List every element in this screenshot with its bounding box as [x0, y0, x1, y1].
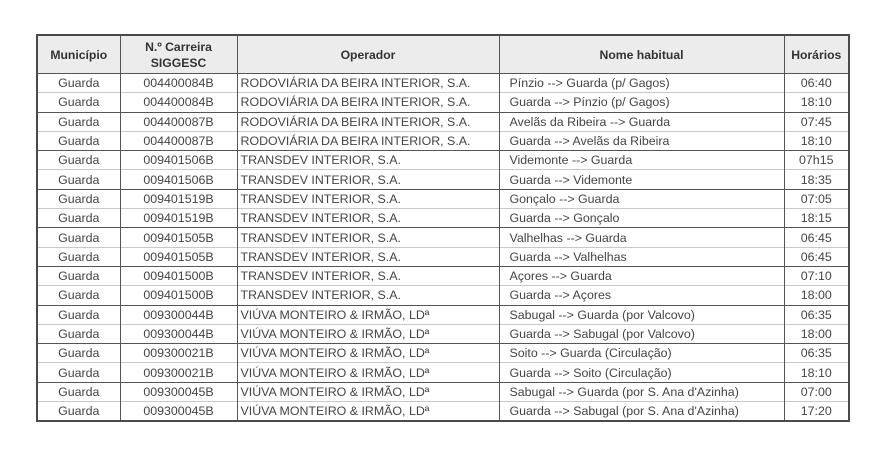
- cell-municipio: Guarda: [37, 189, 120, 208]
- cell-nome-habitual: Videmonte --> Guarda: [499, 151, 784, 170]
- cell-nome-habitual: Guarda --> Pínzio (p/ Gagos): [499, 93, 784, 112]
- cell-operador: RODOVIÁRIA DA BEIRA INTERIOR, S.A.: [237, 112, 499, 131]
- cell-horario: 17:20: [784, 402, 849, 422]
- cell-carreira: 009401506B: [120, 151, 237, 170]
- cell-carreira: 004400084B: [120, 93, 237, 112]
- cell-municipio: Guarda: [37, 324, 120, 343]
- cell-horario: 18:35: [784, 170, 849, 189]
- cell-operador: VIÚVA MONTEIRO & IRMÃO, LDª: [237, 305, 499, 324]
- header-carreira-line2: SIGGESC: [150, 55, 207, 70]
- cell-nome-habitual: Guarda --> Videmonte: [499, 170, 784, 189]
- cell-carreira: 004400084B: [120, 74, 237, 93]
- cell-nome-habitual: Açores --> Guarda: [499, 266, 784, 285]
- cell-nome-habitual: Guarda --> Valhelhas: [499, 247, 784, 266]
- cell-horario: 06:45: [784, 228, 849, 247]
- header-carreira: [120, 35, 237, 74]
- cell-operador: VIÚVA MONTEIRO & IRMÃO, LDª: [237, 382, 499, 401]
- cell-municipio: Guarda: [37, 228, 120, 247]
- table-row: [37, 228, 849, 247]
- header-row: [37, 35, 849, 74]
- cell-carreira: 009401506B: [120, 170, 237, 189]
- cell-carreira: 009401505B: [120, 228, 237, 247]
- cell-municipio: Guarda: [37, 305, 120, 324]
- cell-municipio: Guarda: [37, 402, 120, 422]
- cell-municipio: Guarda: [37, 247, 120, 266]
- cell-horario: 06:35: [784, 344, 849, 363]
- table-row: [37, 151, 849, 170]
- table-row: [37, 209, 849, 228]
- cell-operador: TRANSDEV INTERIOR, S.A.: [237, 286, 499, 305]
- table-row: [37, 363, 849, 382]
- cell-carreira: 009300045B: [120, 402, 237, 422]
- header-municipio: Município: [37, 35, 120, 74]
- cell-nome-habitual: Guarda --> Açores: [499, 286, 784, 305]
- cell-horario: 18:00: [784, 286, 849, 305]
- cell-horario: 07h15: [784, 151, 849, 170]
- table-row: [37, 112, 849, 131]
- cell-operador: VIÚVA MONTEIRO & IRMÃO, LDª: [237, 363, 499, 382]
- cell-municipio: Guarda: [37, 151, 120, 170]
- cell-municipio: Guarda: [37, 93, 120, 112]
- table-row: [37, 382, 849, 401]
- cell-horario: 06:40: [784, 74, 849, 93]
- cell-operador: RODOVIÁRIA DA BEIRA INTERIOR, S.A.: [237, 93, 499, 112]
- bus-schedule-table: [36, 34, 850, 422]
- cell-carreira: 004400087B: [120, 131, 237, 150]
- schedule-document: [36, 34, 850, 422]
- table-row: [37, 324, 849, 343]
- cell-operador: RODOVIÁRIA DA BEIRA INTERIOR, S.A.: [237, 74, 499, 93]
- cell-carreira: 009401519B: [120, 189, 237, 208]
- cell-horario: 18:00: [784, 324, 849, 343]
- table-row: [37, 402, 849, 422]
- cell-carreira: 009401505B: [120, 247, 237, 266]
- cell-nome-habitual: Guarda --> Sabugal (por Valcovo): [499, 324, 784, 343]
- cell-carreira: 009401519B: [120, 209, 237, 228]
- cell-nome-habitual: Avelãs da Ribeira --> Guarda: [499, 112, 784, 131]
- cell-carreira: 009300021B: [120, 344, 237, 363]
- cell-municipio: Guarda: [37, 266, 120, 285]
- cell-operador: RODOVIÁRIA DA BEIRA INTERIOR, S.A.: [237, 131, 499, 150]
- cell-municipio: Guarda: [37, 131, 120, 150]
- cell-operador: VIÚVA MONTEIRO & IRMÃO, LDª: [237, 344, 499, 363]
- cell-municipio: Guarda: [37, 382, 120, 401]
- cell-horario: 07:05: [784, 189, 849, 208]
- table-row: [37, 189, 849, 208]
- cell-carreira: 004400087B: [120, 112, 237, 131]
- cell-carreira: 009300044B: [120, 324, 237, 343]
- cell-nome-habitual: Gonçalo --> Guarda: [499, 189, 784, 208]
- cell-horario: 06:35: [784, 305, 849, 324]
- cell-nome-habitual: Guarda --> Avelãs da Ribeira: [499, 131, 784, 150]
- cell-municipio: Guarda: [37, 209, 120, 228]
- cell-operador: VIÚVA MONTEIRO & IRMÃO, LDª: [237, 402, 499, 422]
- cell-nome-habitual: Valhelhas --> Guarda: [499, 228, 784, 247]
- cell-horario: 07:00: [784, 382, 849, 401]
- table-row: [37, 131, 849, 150]
- cell-horario: 18:10: [784, 93, 849, 112]
- cell-operador: TRANSDEV INTERIOR, S.A.: [237, 151, 499, 170]
- cell-municipio: Guarda: [37, 344, 120, 363]
- cell-horario: 18:10: [784, 363, 849, 382]
- table-row: [37, 266, 849, 285]
- cell-nome-habitual: Guarda --> Sabugal (por S. Ana d'Azinha): [499, 402, 784, 422]
- cell-municipio: Guarda: [37, 112, 120, 131]
- cell-municipio: Guarda: [37, 286, 120, 305]
- cell-municipio: Guarda: [37, 74, 120, 93]
- table-row: [37, 93, 849, 112]
- header-horarios: Horários: [784, 35, 849, 74]
- cell-horario: 18:15: [784, 209, 849, 228]
- header-carreira-line1: N.º Carreira: [145, 39, 212, 54]
- cell-nome-habitual: Pínzio --> Guarda (p/ Gagos): [499, 74, 784, 93]
- cell-nome-habitual: Soito --> Guarda (Circulação): [499, 344, 784, 363]
- cell-municipio: Guarda: [37, 170, 120, 189]
- header-operador: Operador: [237, 35, 499, 74]
- cell-operador: TRANSDEV INTERIOR, S.A.: [237, 170, 499, 189]
- cell-carreira: 009401500B: [120, 286, 237, 305]
- cell-operador: TRANSDEV INTERIOR, S.A.: [237, 209, 499, 228]
- cell-horario: 07:45: [784, 112, 849, 131]
- table-row: [37, 74, 849, 93]
- cell-operador: TRANSDEV INTERIOR, S.A.: [237, 266, 499, 285]
- table-row: [37, 170, 849, 189]
- cell-operador: TRANSDEV INTERIOR, S.A.: [237, 228, 499, 247]
- cell-carreira: 009300044B: [120, 305, 237, 324]
- table-row: [37, 344, 849, 363]
- cell-horario: 18:10: [784, 131, 849, 150]
- cell-operador: VIÚVA MONTEIRO & IRMÃO, LDª: [237, 324, 499, 343]
- cell-nome-habitual: Sabugal --> Guarda (por Valcovo): [499, 305, 784, 324]
- cell-nome-habitual: Guarda --> Gonçalo: [499, 209, 784, 228]
- cell-nome-habitual: Guarda --> Soito (Circulação): [499, 363, 784, 382]
- cell-horario: 07:10: [784, 266, 849, 285]
- cell-municipio: Guarda: [37, 363, 120, 382]
- cell-horario: 06:45: [784, 247, 849, 266]
- cell-operador: TRANSDEV INTERIOR, S.A.: [237, 189, 499, 208]
- header-nome-habitual: Nome habitual: [499, 35, 784, 74]
- cell-carreira: 009300021B: [120, 363, 237, 382]
- cell-operador: TRANSDEV INTERIOR, S.A.: [237, 247, 499, 266]
- cell-nome-habitual: Sabugal --> Guarda (por S. Ana d'Azinha): [499, 382, 784, 401]
- table-body: [37, 74, 849, 422]
- table-row: [37, 286, 849, 305]
- cell-carreira: 009401500B: [120, 266, 237, 285]
- table-row: [37, 305, 849, 324]
- cell-carreira: 009300045B: [120, 382, 237, 401]
- table-row: [37, 247, 849, 266]
